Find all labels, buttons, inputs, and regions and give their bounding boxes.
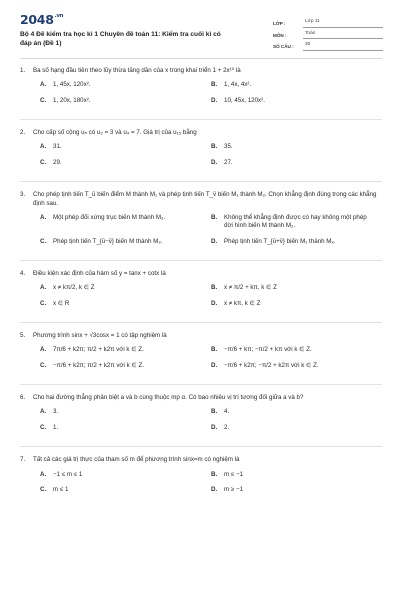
answer-option[interactable] <box>40 486 211 494</box>
question-3 <box>20 191 382 253</box>
answer-text: −π/6 + kπ; −π/2 + kπ với k ∈ Z. <box>224 346 312 354</box>
answer-option[interactable] <box>211 214 382 231</box>
answer-letter: D. <box>211 158 218 166</box>
answer-option[interactable] <box>211 238 382 246</box>
question-text: Phương trình sinx + √3cosx = 1 có tập nghiệm là <box>33 332 167 340</box>
question-list <box>20 67 382 501</box>
answer-letter: D. <box>211 96 218 104</box>
question-text: Cho hai đường thẳng phân biệt a và b cùng thuộc mp α. Có bao nhiêu vị trí tương đối giữa a và b? <box>33 394 304 402</box>
answer-letter: A. <box>40 143 47 151</box>
answer-options <box>20 214 382 253</box>
answer-option[interactable] <box>40 143 211 151</box>
answer-option[interactable] <box>40 346 211 354</box>
answer-letter: D. <box>211 485 218 493</box>
answer-option[interactable] <box>40 97 211 105</box>
answer-option[interactable] <box>40 471 211 479</box>
answer-option[interactable] <box>40 159 211 167</box>
answer-letter: B. <box>211 81 218 89</box>
answer-options <box>20 408 382 439</box>
answer-text: Một phép đối xứng trục biến M thành M₂. <box>53 213 166 221</box>
answer-text: x ≠ kπ, k ∈ Z <box>224 299 261 307</box>
answer-text: 3. <box>53 408 59 416</box>
answer-options <box>20 346 382 377</box>
answer-option[interactable] <box>211 471 382 479</box>
answer-text: −π/6 + k2π; π/2 + k2π với k ∈ Z. <box>53 361 145 369</box>
question-7 <box>20 456 382 501</box>
answer-letter: A. <box>40 284 47 292</box>
question-number: 5. <box>20 332 26 340</box>
question-stem <box>20 270 382 278</box>
answer-letter: A. <box>40 470 47 478</box>
answer-text: 4. <box>224 408 230 416</box>
answer-letter: C. <box>40 96 47 104</box>
class-label: LỚP : <box>273 21 286 27</box>
question-number: 6. <box>20 394 26 402</box>
answer-option[interactable] <box>211 159 382 167</box>
question-stem <box>20 129 382 137</box>
answer-option[interactable] <box>40 300 211 308</box>
answer-options <box>20 284 382 315</box>
answer-text: x ∈ R <box>53 299 70 307</box>
answer-option[interactable] <box>211 346 382 354</box>
answer-letter: D. <box>211 237 218 245</box>
answer-text: 31. <box>53 143 62 151</box>
answer-letter: D. <box>211 299 218 307</box>
question-count-value: 30 <box>303 42 383 50</box>
answer-option[interactable] <box>211 486 382 494</box>
answer-option[interactable] <box>40 424 211 432</box>
question-divider <box>20 384 382 385</box>
answer-text: Phép tịnh tiến T_{ū+v̄} biến M₁ thành M₂. <box>224 237 336 245</box>
question-count-label: SỐ CÂU : <box>273 44 294 50</box>
answer-text: Không thể khẳng định được có hay không một phép dời hình biến M thành M₂. <box>224 213 367 230</box>
question-5 <box>20 332 382 377</box>
answer-letter: B. <box>211 470 218 478</box>
answer-option[interactable] <box>40 214 211 231</box>
answer-text: m ≥ −1 <box>224 485 244 493</box>
answer-letter: B. <box>211 346 218 354</box>
answer-option[interactable] <box>40 362 211 370</box>
question-stem <box>20 191 382 208</box>
answer-letter: C. <box>40 485 47 493</box>
answer-option[interactable] <box>211 143 382 151</box>
question-text: Ba số hạng đầu tiên theo lũy thừa tăng dần của x trong khai triển 1 + 2x¹⁰ là <box>33 67 241 74</box>
question-stem <box>20 67 382 75</box>
answer-letter: B. <box>211 143 218 151</box>
answer-text: 2. <box>224 423 230 431</box>
subject-label: MÔN : <box>273 32 287 38</box>
question-2 <box>20 129 382 174</box>
answer-text: 1. <box>53 423 59 431</box>
answer-text: m ≤ −1 <box>224 470 244 478</box>
answer-letter: C. <box>40 237 47 245</box>
answer-options <box>20 81 382 112</box>
answer-option[interactable] <box>211 362 382 370</box>
answer-letter: C. <box>40 361 47 369</box>
question-number: 1. <box>20 67 26 74</box>
question-6 <box>20 394 382 439</box>
question-divider <box>20 260 382 261</box>
answer-text: 7π/6 + k2π; π/2 + k2π với k ∈ Z. <box>53 346 144 354</box>
answer-letter: A. <box>40 346 47 354</box>
answer-letter: C. <box>40 158 47 166</box>
answer-letter: B. <box>211 213 218 221</box>
question-text: Cho phép tịnh tiến T_ū biến điểm M thành M₁ và phép tịnh tiến T_v̄ biến M₁ thành M₂. Chọn khẳng định đúng trong các khẳng định sau. <box>33 191 377 207</box>
answer-option[interactable] <box>211 408 382 416</box>
question-divider <box>20 322 382 323</box>
question-text: Điều kiện xác định của hàm số y = tanx + cotx là <box>33 269 166 277</box>
answer-options <box>20 471 382 502</box>
question-divider <box>20 119 382 120</box>
answer-option[interactable] <box>40 284 211 292</box>
answer-letter: A. <box>40 81 47 89</box>
question-text: Tất cả các giá trị thực của tham số m để phương trình sinx=m có nghiệm là <box>33 456 240 464</box>
site-logo[interactable]: $2048^{.vn}$ <box>20 12 64 27</box>
answer-letter: A. <box>40 408 47 416</box>
answer-text: 1, 4x, 4x². <box>224 81 252 89</box>
answer-text: 35. <box>224 143 233 151</box>
exam-meta <box>273 16 383 51</box>
exam-title: Bộ 4 Đề kiểm tra học kì 1 Chuyên đề toán 11: Kiểm tra cuối kì có đáp án (Đề 1) <box>20 30 221 47</box>
answer-options <box>20 143 382 174</box>
answer-text: −π/6 + k2π; −π/2 + k2π với k ∈ Z. <box>224 361 319 369</box>
question-text: Cho cấp số cộng uₙ có u₂ = 3 và u₄ = 7. Giá trị của u₁₅ bằng <box>33 129 197 137</box>
answer-text: 1, 45x, 120x². <box>53 81 91 89</box>
question-number: 3. <box>20 191 26 199</box>
question-number: 2. <box>20 129 26 137</box>
answer-option[interactable] <box>211 424 382 432</box>
answer-option[interactable] <box>211 284 382 292</box>
answer-text: 1, 20x, 180x². <box>53 96 91 104</box>
answer-option[interactable] <box>211 300 382 308</box>
question-divider <box>20 446 382 447</box>
subject-value: Toán <box>303 31 383 39</box>
question-4 <box>20 270 382 315</box>
class-value: Lớp 11 <box>303 19 383 27</box>
answer-letter: A. <box>40 213 47 221</box>
answer-option[interactable] <box>211 81 382 89</box>
question-stem <box>20 456 382 464</box>
answer-text: 27. <box>224 158 233 166</box>
question-divider <box>20 181 382 182</box>
question-stem <box>20 394 382 402</box>
answer-letter: C. <box>40 299 47 307</box>
answer-text: 10, 45x, 120x². <box>224 96 265 104</box>
answer-text: x ≠ π/2 + kπ, k ∈ Z <box>224 284 277 292</box>
answer-text: Phép tịnh tiến T_{ū−v̄} biến M thành M₂. <box>53 237 163 245</box>
question-stem <box>20 332 382 340</box>
answer-option[interactable] <box>40 238 211 246</box>
answer-letter: B. <box>211 284 218 292</box>
answer-option[interactable] <box>40 408 211 416</box>
header-divider <box>20 58 382 59</box>
answer-text: 29. <box>53 158 62 166</box>
answer-text: −1 ≤ m ≤ 1 <box>53 470 83 478</box>
answer-letter: D. <box>211 423 218 431</box>
question-number: 7. <box>20 456 26 464</box>
answer-option[interactable] <box>211 97 382 105</box>
answer-option[interactable] <box>40 81 211 89</box>
answer-letter: D. <box>211 361 218 369</box>
question-number: 4. <box>20 269 26 277</box>
question-1 <box>20 67 382 112</box>
answer-letter: B. <box>211 408 218 416</box>
answer-letter: C. <box>40 423 47 431</box>
answer-text: m ≤ 1 <box>53 485 69 493</box>
exam-header <box>20 12 382 56</box>
answer-text: x ≠ kπ/2, k ∈ Z <box>53 284 95 292</box>
